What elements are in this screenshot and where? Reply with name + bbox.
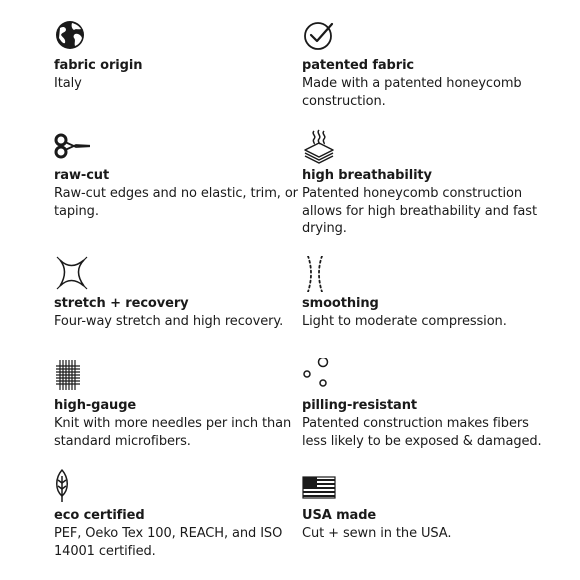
feature-description: Knit with more needles per inch than standard microfibers. [54, 416, 292, 449]
bubbles-icon [302, 358, 338, 394]
feature-description: Italy [54, 76, 82, 91]
us-flag-icon [302, 468, 338, 504]
heat-waves-icon [302, 128, 338, 164]
feature-stretch-recovery [54, 256, 309, 329]
feature-title: stretch + recovery [54, 296, 189, 311]
feature-high-breathability [302, 128, 557, 236]
knit-grid-icon [54, 358, 90, 394]
check-circle-icon [302, 18, 338, 54]
feature-patented-fabric [302, 18, 557, 109]
feature-title: USA made [302, 508, 377, 523]
feature-description: Made with a patented honeycomb construction. [302, 76, 522, 109]
feature-usa-made [302, 468, 557, 541]
globe-icon [54, 18, 90, 54]
feature-smoothing [302, 256, 557, 329]
feature-title: smoothing [302, 296, 379, 311]
feature-title: high-gauge [54, 398, 137, 413]
feature-eco-certified [54, 468, 309, 559]
feature-fabric-origin [54, 18, 309, 91]
feature-title: patented fabric [302, 58, 415, 73]
feature-description: Patented construction makes fibers less likely to be exposed & damaged. [302, 416, 542, 449]
feature-raw-cut [54, 128, 309, 219]
compression-curve-icon [302, 256, 338, 292]
scissors-icon [54, 128, 90, 164]
feature-description: Patented honeycomb construction allows for high breathability and fast drying. [302, 186, 537, 236]
feature-description: Light to moderate compression. [302, 314, 507, 329]
feature-description: Raw-cut edges and no elastic, trim, or taping. [54, 186, 298, 219]
feature-title: raw-cut [54, 168, 110, 183]
feature-high-gauge [54, 358, 309, 449]
feature-description: Cut + sewn in the USA. [302, 526, 452, 541]
four-way-stretch-icon [54, 256, 90, 292]
feature-title: pilling-resistant [302, 398, 418, 413]
feature-description: PEF, Oeko Tex 100, REACH, and ISO 14001 certified. [54, 526, 283, 559]
feature-title: high breathability [302, 168, 432, 183]
feature-pilling-resistant [302, 358, 557, 449]
leaf-icon [54, 468, 90, 504]
feature-title: eco certified [54, 508, 145, 523]
feature-title: fabric origin [54, 58, 143, 73]
feature-description: Four-way stretch and high recovery. [54, 314, 284, 329]
